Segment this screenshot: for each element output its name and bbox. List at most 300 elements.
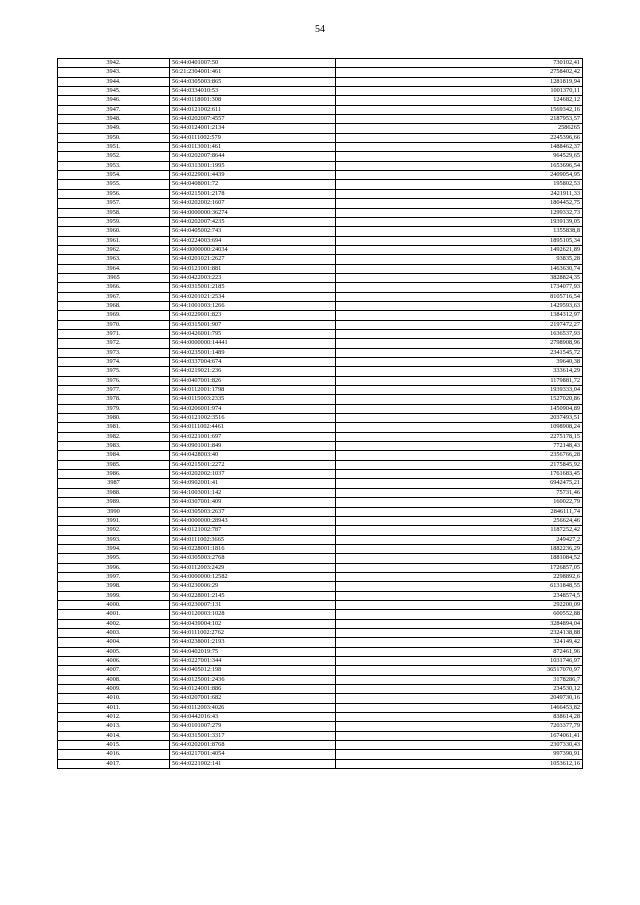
- cadastral-number-cell: 56:44:0111002:4461: [170, 423, 336, 432]
- table-row: [58, 217, 583, 226]
- table-row: [58, 638, 583, 647]
- row-number-cell: 3942.: [58, 59, 170, 68]
- cadastral-value-cell: 730102,41: [336, 59, 583, 68]
- cadastral-number-cell: 56:44:0439004:102: [170, 619, 336, 628]
- table-row: [58, 432, 583, 441]
- cadastral-number-cell: 56:44:0315001:907: [170, 320, 336, 329]
- table-row: [58, 320, 583, 329]
- table-row: [58, 666, 583, 675]
- table-row: [58, 572, 583, 581]
- cadastral-value-cell: 1882236,29: [336, 544, 583, 553]
- table-row: [58, 722, 583, 731]
- cadastral-number-cell: 56:44:0125001:2436: [170, 675, 336, 684]
- cadastral-value-cell: 2341545,72: [336, 348, 583, 357]
- row-number-cell: 4013.: [58, 722, 170, 731]
- cadastral-value-cell: 1450904,89: [336, 404, 583, 413]
- row-number-cell: 4004.: [58, 638, 170, 647]
- cadastral-value-cell: 249427,2: [336, 535, 583, 544]
- table-row: [58, 675, 583, 684]
- row-number-cell: 3958.: [58, 208, 170, 217]
- row-number-cell: 3987: [58, 479, 170, 488]
- cadastral-number-cell: 56:44:0224003:694: [170, 236, 336, 245]
- row-number-cell: 3975.: [58, 367, 170, 376]
- table-row: [58, 488, 583, 497]
- row-number-cell: 3951.: [58, 143, 170, 152]
- cadastral-number-cell: 56:44:0901001:849: [170, 442, 336, 451]
- cadastral-value-cell: 1939333,04: [336, 386, 583, 395]
- cadastral-value-cell: 1761683,45: [336, 470, 583, 479]
- cadastral-number-cell: 56:44:0229001:823: [170, 311, 336, 320]
- row-number-cell: 3999.: [58, 591, 170, 600]
- table-row: [58, 273, 583, 282]
- cadastral-number-cell: 56:44:0112001:1798: [170, 386, 336, 395]
- cadastral-value-cell: 1653696,54: [336, 161, 583, 170]
- table-row: [58, 610, 583, 619]
- cadastral-number-cell: 56:44:0202002:1607: [170, 199, 336, 208]
- table-row: [58, 694, 583, 703]
- table-row: [58, 208, 583, 217]
- row-number-cell: 4015.: [58, 741, 170, 750]
- row-number-cell: 3966.: [58, 283, 170, 292]
- row-number-cell: 3948.: [58, 115, 170, 124]
- cadastral-number-cell: 56:44:0112003:4026: [170, 703, 336, 712]
- cadastral-value-cell: 2324138,88: [336, 628, 583, 637]
- cadastral-value-cell: 1492621,89: [336, 245, 583, 254]
- cadastral-value-cell: 2298892,6: [336, 572, 583, 581]
- cadastral-number-cell: 56:44:0111002:2762: [170, 628, 336, 637]
- cadastral-number-cell: 56:44:0426001:795: [170, 329, 336, 338]
- cadastral-value-cell: 36517070,97: [336, 666, 583, 675]
- row-number-cell: 4000.: [58, 600, 170, 609]
- row-number-cell: 4011.: [58, 703, 170, 712]
- cadastral-number-cell: 56:44:1001003:1266: [170, 301, 336, 310]
- row-number-cell: 4014.: [58, 731, 170, 740]
- cadastral-number-cell: 56:44:0206001:974: [170, 404, 336, 413]
- row-number-cell: 4009.: [58, 685, 170, 694]
- cadastral-number-cell: 56:44:0442016:43: [170, 713, 336, 722]
- row-number-cell: 3995.: [58, 554, 170, 563]
- table-row: [58, 227, 583, 236]
- table-row: [58, 87, 583, 96]
- table-row: [58, 535, 583, 544]
- row-number-cell: 3956.: [58, 189, 170, 198]
- cadastral-value-cell: 2356766,28: [336, 451, 583, 460]
- cadastral-number-cell: 56:44:0228001:1816: [170, 544, 336, 553]
- cadastral-value-cell: 1804452,75: [336, 199, 583, 208]
- row-number-cell: 3953.: [58, 161, 170, 170]
- table-row: [58, 292, 583, 301]
- cadastral-value-cell: 75731,46: [336, 488, 583, 497]
- row-number-cell: 3963.: [58, 255, 170, 264]
- cadastral-number-cell: 56:44:0115003:2335: [170, 395, 336, 404]
- cadastral-number-cell: 56:44:0305003:865: [170, 77, 336, 86]
- cadastral-value-cell: 292200,09: [336, 600, 583, 609]
- table-row: [58, 199, 583, 208]
- row-number-cell: 3989.: [58, 498, 170, 507]
- cadastral-value-cell: 2187953,57: [336, 115, 583, 124]
- table-row: [58, 367, 583, 376]
- cadastral-value-cell: 1179881,72: [336, 376, 583, 385]
- table-row: [58, 133, 583, 142]
- row-number-cell: 3973.: [58, 348, 170, 357]
- table-row: [58, 582, 583, 591]
- cadastral-number-cell: 56:44:0305003:2637: [170, 507, 336, 516]
- cadastral-value-cell: 7203377,79: [336, 722, 583, 731]
- row-number-cell: 3957.: [58, 199, 170, 208]
- table-row: [58, 470, 583, 479]
- cadastral-number-cell: 56:44:0113001:461: [170, 143, 336, 152]
- cadastral-value-cell: 1674061,41: [336, 731, 583, 740]
- cadastral-number-cell: 56:44:0235001:1489: [170, 348, 336, 357]
- cadastral-number-cell: 56:44:0111002:3665: [170, 535, 336, 544]
- table-row: [58, 554, 583, 563]
- table-row: [58, 161, 583, 170]
- row-number-cell: 3992.: [58, 526, 170, 535]
- registry-table: [57, 58, 583, 769]
- row-number-cell: 3994.: [58, 544, 170, 553]
- cadastral-value-cell: 1001370,11: [336, 87, 583, 96]
- table-row: [58, 423, 583, 432]
- table-row: [58, 507, 583, 516]
- cadastral-number-cell: 56:44:0111002:579: [170, 133, 336, 142]
- row-number-cell: 4006.: [58, 657, 170, 666]
- cadastral-value-cell: 2049730,16: [336, 694, 583, 703]
- cadastral-number-cell: 56:44:0202007:8644: [170, 152, 336, 161]
- table-row: [58, 358, 583, 367]
- row-number-cell: 3971.: [58, 329, 170, 338]
- cadastral-value-cell: 160022,79: [336, 498, 583, 507]
- cadastral-value-cell: 1053612,16: [336, 759, 583, 768]
- row-number-cell: 4005.: [58, 647, 170, 656]
- cadastral-number-cell: 56:44:0230007:131: [170, 600, 336, 609]
- cadastral-value-cell: 2037493,51: [336, 414, 583, 423]
- row-number-cell: 3990: [58, 507, 170, 516]
- table-row: [58, 647, 583, 656]
- cadastral-number-cell: 56:44:0121002:3516: [170, 414, 336, 423]
- table-row: [58, 404, 583, 413]
- cadastral-value-cell: 8105716,54: [336, 292, 583, 301]
- cadastral-value-cell: 1895105,34: [336, 236, 583, 245]
- cadastral-number-cell: 56:44:0000000:36274: [170, 208, 336, 217]
- cadastral-number-cell: 56:44:0221002:141: [170, 759, 336, 768]
- table-row: [58, 236, 583, 245]
- cadastral-value-cell: 1734077,93: [336, 283, 583, 292]
- table-row: [58, 544, 583, 553]
- row-number-cell: 3972.: [58, 339, 170, 348]
- cadastral-value-cell: 1939139,05: [336, 217, 583, 226]
- row-number-cell: 3988.: [58, 488, 170, 497]
- row-number-cell: 3967.: [58, 292, 170, 301]
- cadastral-number-cell: 56:44:0000000:28943: [170, 516, 336, 525]
- table-row: [58, 96, 583, 105]
- cadastral-value-cell: 1429593,63: [336, 301, 583, 310]
- row-number-cell: 3962.: [58, 245, 170, 254]
- table-row: [58, 759, 583, 768]
- cadastral-value-cell: 772148,43: [336, 442, 583, 451]
- cadastral-value-cell: 1881084,52: [336, 554, 583, 563]
- table-row: [58, 301, 583, 310]
- table-row: [58, 339, 583, 348]
- cadastral-number-cell: 56:44:0124001:2134: [170, 124, 336, 133]
- row-number-cell: 3968.: [58, 301, 170, 310]
- cadastral-number-cell: 56:44:0228001:2145: [170, 591, 336, 600]
- row-number-cell: 3991.: [58, 516, 170, 525]
- row-number-cell: 3979.: [58, 404, 170, 413]
- cadastral-number-cell: 56:44:0202002:1037: [170, 470, 336, 479]
- cadastral-number-cell: 56:44:0422003:223: [170, 273, 336, 282]
- table-row: [58, 460, 583, 469]
- cadastral-value-cell: 1299332,73: [336, 208, 583, 217]
- table-row: [58, 619, 583, 628]
- cadastral-value-cell: 1527020,86: [336, 395, 583, 404]
- row-number-cell: 3970.: [58, 320, 170, 329]
- cadastral-number-cell: 56:44:0000000:14441: [170, 339, 336, 348]
- row-number-cell: 3943.: [58, 68, 170, 77]
- table-row: [58, 115, 583, 124]
- row-number-cell: 3960.: [58, 227, 170, 236]
- cadastral-value-cell: 124682,12: [336, 96, 583, 105]
- cadastral-value-cell: 1098908,24: [336, 423, 583, 432]
- row-number-cell: 3996.: [58, 563, 170, 572]
- row-number-cell: 3969.: [58, 311, 170, 320]
- row-number-cell: 4007.: [58, 666, 170, 675]
- cadastral-value-cell: 2586265: [336, 124, 583, 133]
- cadastral-number-cell: 56:44:0202001:8768: [170, 741, 336, 750]
- table-row: [58, 255, 583, 264]
- row-number-cell: 3952.: [58, 152, 170, 161]
- table-row: [58, 376, 583, 385]
- table-row: [58, 685, 583, 694]
- row-number-cell: 4017.: [58, 759, 170, 768]
- row-number-cell: 3978.: [58, 395, 170, 404]
- row-number-cell: 3949.: [58, 124, 170, 133]
- cadastral-value-cell: 6131848,55: [336, 582, 583, 591]
- cadastral-value-cell: 1466453,82: [336, 703, 583, 712]
- cadastral-number-cell: 56:44:0121002:787: [170, 526, 336, 535]
- row-number-cell: 3976.: [58, 376, 170, 385]
- table-row: [58, 348, 583, 357]
- table-row: [58, 516, 583, 525]
- row-number-cell: 3947.: [58, 105, 170, 114]
- cadastral-value-cell: 1355838,8: [336, 227, 583, 236]
- cadastral-number-cell: 56:44:0120003:1028: [170, 610, 336, 619]
- cadastral-value-cell: 1187252,42: [336, 526, 583, 535]
- row-number-cell: 4012.: [58, 713, 170, 722]
- cadastral-number-cell: 56:44:0307001:409: [170, 498, 336, 507]
- cadastral-number-cell: 56:44:0118001:308: [170, 96, 336, 105]
- cadastral-value-cell: 3828824,35: [336, 273, 583, 282]
- table-row: [58, 329, 583, 338]
- cadastral-value-cell: 997390,91: [336, 750, 583, 759]
- cadastral-value-cell: 1636537,93: [336, 329, 583, 338]
- table-row: [58, 143, 583, 152]
- cadastral-number-cell: 56:21:2304001:461: [170, 68, 336, 77]
- cadastral-value-cell: 1281819,94: [336, 77, 583, 86]
- cadastral-value-cell: 838614,28: [336, 713, 583, 722]
- row-number-cell: 4010.: [58, 694, 170, 703]
- table-row: [58, 498, 583, 507]
- table-row: [58, 600, 583, 609]
- table-row: [58, 189, 583, 198]
- cadastral-value-cell: 195802,53: [336, 180, 583, 189]
- cadastral-value-cell: 2175845,92: [336, 460, 583, 469]
- table-row: [58, 395, 583, 404]
- table-row: [58, 59, 583, 68]
- row-number-cell: 3955.: [58, 180, 170, 189]
- cadastral-value-cell: 2421911,33: [336, 189, 583, 198]
- cadastral-number-cell: 56:44:0902001:41: [170, 479, 336, 488]
- table-row: [58, 283, 583, 292]
- cadastral-value-cell: 1726857,05: [336, 563, 583, 572]
- row-number-cell: 3983.: [58, 442, 170, 451]
- table-row: [58, 713, 583, 722]
- row-number-cell: 3980.: [58, 414, 170, 423]
- row-number-cell: 3961.: [58, 236, 170, 245]
- table-row: [58, 264, 583, 273]
- cadastral-number-cell: 56:44:0315001:2185: [170, 283, 336, 292]
- cadastral-value-cell: 2758402,42: [336, 68, 583, 77]
- cadastral-number-cell: 56:44:0402019:75: [170, 647, 336, 656]
- row-number-cell: 3977.: [58, 386, 170, 395]
- row-number-cell: 3984.: [58, 451, 170, 460]
- cadastral-number-cell: 56:44:0112003:2429: [170, 563, 336, 572]
- table-row: [58, 526, 583, 535]
- cadastral-number-cell: 56:44:0305003:2768: [170, 554, 336, 563]
- row-number-cell: 3945.: [58, 87, 170, 96]
- row-number-cell: 3998.: [58, 582, 170, 591]
- cadastral-number-cell: 56:44:0000000:24034: [170, 245, 336, 254]
- cadastral-number-cell: 56:44:0201021:2534: [170, 292, 336, 301]
- row-number-cell: 3985.: [58, 460, 170, 469]
- row-number-cell: 3965: [58, 273, 170, 282]
- table-row: [58, 152, 583, 161]
- cadastral-value-cell: 3178286,7: [336, 675, 583, 684]
- cadastral-number-cell: 56:44:0207001:682: [170, 694, 336, 703]
- row-number-cell: 3954.: [58, 171, 170, 180]
- cadastral-value-cell: 39640,38: [336, 358, 583, 367]
- table-row: [58, 731, 583, 740]
- row-number-cell: 3964.: [58, 264, 170, 273]
- cadastral-number-cell: 56:44:0401007:50: [170, 59, 336, 68]
- cadastral-number-cell: 56:44:0202007:4557: [170, 115, 336, 124]
- cadastral-number-cell: 56:44:0121002:611: [170, 105, 336, 114]
- cadastral-value-cell: 2275178,15: [336, 432, 583, 441]
- cadastral-value-cell: 2245396,66: [336, 133, 583, 142]
- cadastral-number-cell: 56:44:0238001:2193: [170, 638, 336, 647]
- row-number-cell: 4016.: [58, 750, 170, 759]
- registry-table-body: [58, 59, 583, 769]
- table-row: [58, 124, 583, 133]
- table-row: [58, 180, 583, 189]
- cadastral-number-cell: 56:44:0407001:826: [170, 376, 336, 385]
- cadastral-number-cell: 56:44:0221001:697: [170, 432, 336, 441]
- page-number: 54: [315, 24, 325, 35]
- row-number-cell: 3986.: [58, 470, 170, 479]
- cadastral-value-cell: 234530,12: [336, 685, 583, 694]
- row-number-cell: 3997.: [58, 572, 170, 581]
- table-row: [58, 105, 583, 114]
- cadastral-number-cell: 56:44:0124001:886: [170, 685, 336, 694]
- cadastral-number-cell: 56:44:0215001:2272: [170, 460, 336, 469]
- cadastral-number-cell: 56:44:0000000:12582: [170, 572, 336, 581]
- cadastral-value-cell: 872461,96: [336, 647, 583, 656]
- cadastral-number-cell: 56:44:0202007:4235: [170, 217, 336, 226]
- table-row: [58, 563, 583, 572]
- cadastral-number-cell: 56:44:0201021:2627: [170, 255, 336, 264]
- row-number-cell: 3981.: [58, 423, 170, 432]
- table-row: [58, 245, 583, 254]
- cadastral-number-cell: 56:44:0229001:4439: [170, 171, 336, 180]
- row-number-cell: 3982.: [58, 432, 170, 441]
- row-number-cell: 3974.: [58, 358, 170, 367]
- cadastral-value-cell: 964529,65: [336, 152, 583, 161]
- table-row: [58, 628, 583, 637]
- table-row: [58, 741, 583, 750]
- cadastral-number-cell: 56:44:0405012:198: [170, 666, 336, 675]
- table-row: [58, 451, 583, 460]
- cadastral-number-cell: 56:44:0121001:881: [170, 264, 336, 273]
- cadastral-value-cell: 1569342,16: [336, 105, 583, 114]
- row-number-cell: 3944.: [58, 77, 170, 86]
- cadastral-number-cell: 56:44:0230006:29: [170, 582, 336, 591]
- cadastral-number-cell: 56:44:0337004:674: [170, 358, 336, 367]
- cadastral-number-cell: 56:44:0101007:279: [170, 722, 336, 731]
- cadastral-number-cell: 56:44:0215001:2178: [170, 189, 336, 198]
- cadastral-value-cell: 600552,88: [336, 610, 583, 619]
- cadastral-value-cell: 1463630,74: [336, 264, 583, 273]
- table-row: [58, 311, 583, 320]
- cadastral-value-cell: 1384312,97: [336, 311, 583, 320]
- row-number-cell: 3959.: [58, 217, 170, 226]
- cadastral-number-cell: 56:44:0428003:40: [170, 451, 336, 460]
- table-row: [58, 68, 583, 77]
- cadastral-value-cell: 2846111,74: [336, 507, 583, 516]
- cadastral-value-cell: 3284894,04: [336, 619, 583, 628]
- cadastral-value-cell: 1488462,37: [336, 143, 583, 152]
- table-row: [58, 442, 583, 451]
- cadastral-value-cell: 2409054,95: [336, 171, 583, 180]
- cadastral-number-cell: 56:44:0315001:3317: [170, 731, 336, 740]
- row-number-cell: 3950.: [58, 133, 170, 142]
- cadastral-value-cell: 2348574,5: [336, 591, 583, 600]
- cadastral-number-cell: 56:44:0219021:236: [170, 367, 336, 376]
- table-row: [58, 386, 583, 395]
- cadastral-value-cell: 333614,29: [336, 367, 583, 376]
- table-row: [58, 171, 583, 180]
- cadastral-value-cell: 324149,42: [336, 638, 583, 647]
- table-row: [58, 591, 583, 600]
- table-row: [58, 479, 583, 488]
- table-row: [58, 77, 583, 86]
- cadastral-number-cell: 56:44:0405002:743: [170, 227, 336, 236]
- cadastral-number-cell: 56:44:0313001:1995: [170, 161, 336, 170]
- cadastral-value-cell: 6942475,21: [336, 479, 583, 488]
- cadastral-number-cell: 56:44:0227001:344: [170, 657, 336, 666]
- row-number-cell: 4008.: [58, 675, 170, 684]
- table-row: [58, 703, 583, 712]
- cadastral-value-cell: 2307330,43: [336, 741, 583, 750]
- row-number-cell: 4001.: [58, 610, 170, 619]
- cadastral-value-cell: 2197472,27: [336, 320, 583, 329]
- cadastral-number-cell: 56:44:0408001:72: [170, 180, 336, 189]
- cadastral-value-cell: 93835,28: [336, 255, 583, 264]
- row-number-cell: 4003.: [58, 628, 170, 637]
- row-number-cell: 4002.: [58, 619, 170, 628]
- cadastral-value-cell: 256624,46: [336, 516, 583, 525]
- cadastral-number-cell: 56:44:1003001:142: [170, 488, 336, 497]
- cadastral-number-cell: 56:44:0217001:4054: [170, 750, 336, 759]
- table-row: [58, 657, 583, 666]
